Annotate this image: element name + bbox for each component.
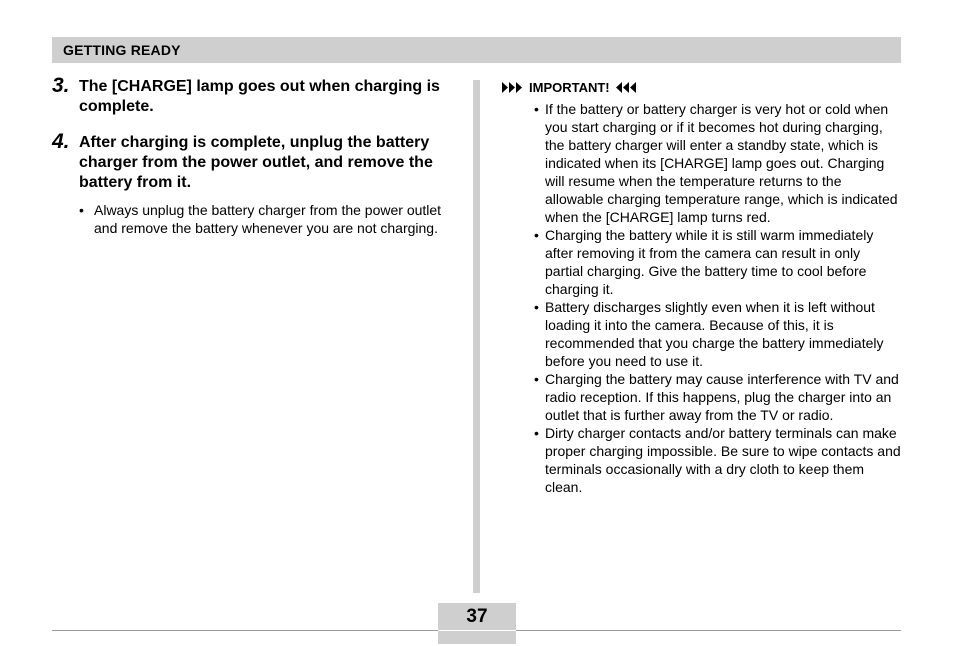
- important-label: IMPORTANT!: [529, 79, 610, 95]
- step-text: The [CHARGE] lamp goes out when charging is complete.: [79, 78, 440, 115]
- step-number: 3.: [52, 74, 70, 97]
- important-heading: [502, 78, 902, 96]
- list-item: [534, 100, 902, 226]
- step-4: [52, 130, 457, 193]
- step-4-bullet-list: [79, 201, 457, 237]
- page-number: 37: [466, 606, 488, 627]
- bullet-dot: •: [534, 227, 539, 243]
- list-item: [534, 424, 902, 496]
- list-item-text: Battery discharges slightly even when it is left without loading it into the camera. Because of this, it is recommended that you charge the battery immediately before you need to use it.: [545, 299, 884, 369]
- list-item: [534, 298, 902, 370]
- bullet-dot: •: [534, 299, 539, 315]
- list-item: [534, 370, 902, 424]
- right-column: [502, 78, 902, 496]
- step-text: After charging is complete, unplug the battery charger from the power outlet, and remove the battery from it.: [79, 134, 433, 191]
- step-number: 4.: [52, 130, 70, 153]
- list-item-text: If the battery or battery charger is very hot or cold when you start charging or if it becomes hot during charging, the battery charger will enter a standby state, which is indicated when its [CHARGE] lamp goes out. Charging will resume when the temperature returns to the allowable charging temperature range, which is indicated when the [CHARGE] lamp turns red.: [545, 101, 898, 225]
- bullet-dot: •: [534, 425, 539, 441]
- list-item: [534, 226, 902, 298]
- list-item-text: Dirty charger contacts and/or battery terminals can make proper charging impossible. Be sure to wipe contacts and terminals occasionally with a dry cloth to keep them clean.: [545, 425, 901, 495]
- list-item: [79, 201, 457, 237]
- list-item-text: Always unplug the battery charger from the power outlet and remove the battery whenever you are not charging.: [94, 202, 442, 236]
- important-bullet-list: [534, 100, 902, 496]
- bullet-dot: •: [79, 202, 84, 218]
- triple-right-arrow-icon: [502, 82, 524, 93]
- list-item-text: Charging the battery may cause interference with TV and radio reception. If this happens, plug the charger into an outlet that is further away from the TV or radio.: [545, 371, 899, 423]
- section-header-bar: [52, 37, 901, 63]
- step-3: [52, 74, 457, 117]
- page-number-box: [438, 603, 516, 644]
- left-column: [52, 74, 457, 237]
- page-box-divider: [438, 630, 516, 631]
- list-item-text: Charging the battery while it is still warm immediately after removing it from the camera can result in only partial charging. Give the battery time to cool before charging it.: [545, 227, 874, 297]
- bullet-dot: •: [534, 101, 539, 117]
- bullet-dot: •: [534, 371, 539, 387]
- triple-left-arrow-icon: [614, 82, 636, 93]
- column-divider: [473, 80, 480, 593]
- section-title: GETTING READY: [63, 42, 181, 58]
